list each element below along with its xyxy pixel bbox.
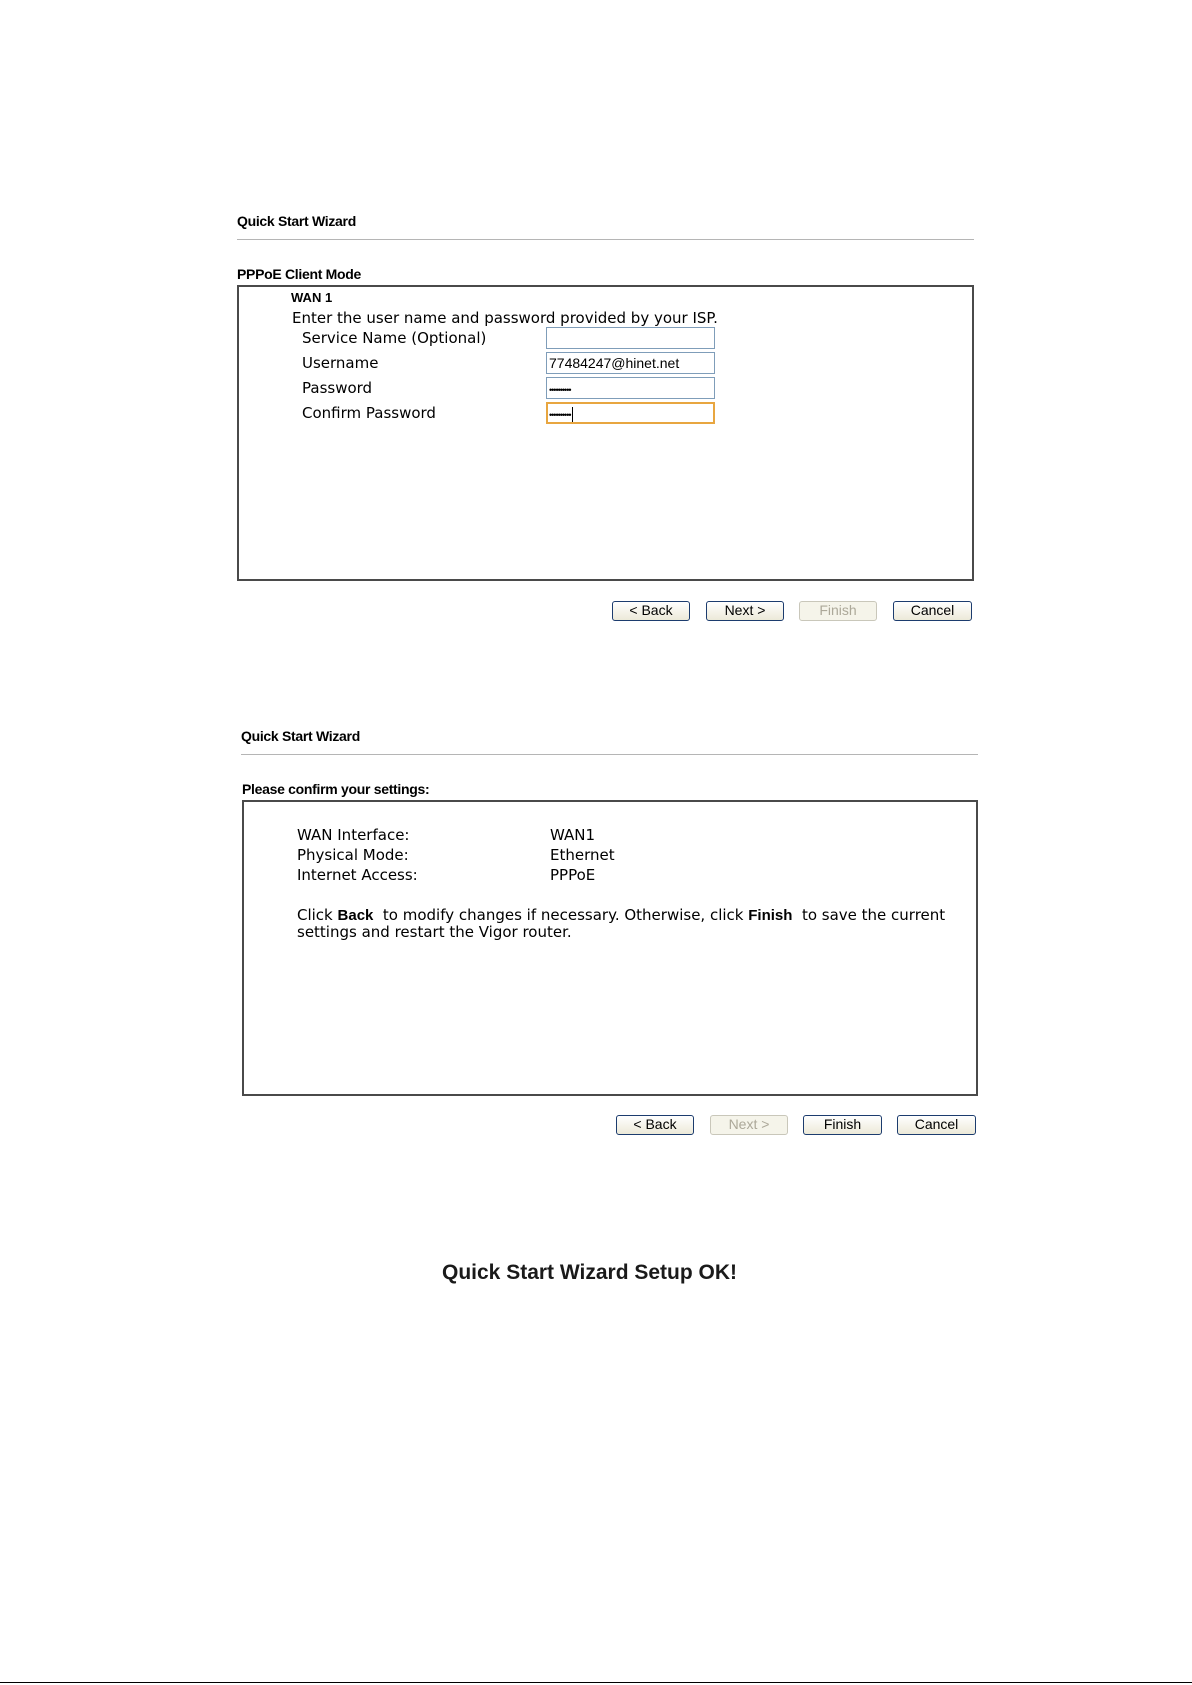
page-title: Quick Start Wizard bbox=[237, 213, 356, 229]
confirm-note-line2: settings and restart the Vigor router. bbox=[297, 923, 572, 941]
pppoe-settings-panel bbox=[237, 285, 974, 581]
confirm-password-mask: •••••••••• bbox=[549, 410, 571, 420]
title-divider bbox=[241, 754, 978, 755]
username-label: Username bbox=[302, 354, 379, 372]
note-text: to save the current bbox=[792, 906, 946, 924]
wan-interface-value: WAN1 bbox=[550, 826, 596, 844]
note-text: Click bbox=[297, 906, 338, 924]
setup-ok-message: Quick Start Wizard Setup OK! bbox=[442, 1261, 738, 1284]
password-label: Password bbox=[302, 379, 373, 397]
confirm-password-label: Confirm Password bbox=[302, 404, 436, 422]
wan-interface-label: WAN Interface: bbox=[297, 826, 410, 844]
wan-label: WAN 1 bbox=[291, 290, 333, 305]
note-text: to modify changes if necessary. Otherwise, click bbox=[373, 906, 749, 924]
back-button[interactable]: < Back bbox=[616, 1115, 694, 1135]
internet-access-label: Internet Access: bbox=[297, 866, 418, 884]
service-name-input[interactable] bbox=[546, 327, 715, 349]
password-input[interactable] bbox=[546, 377, 715, 399]
note-back-keyword: Back bbox=[337, 907, 374, 924]
title-divider bbox=[237, 239, 974, 240]
finish-button[interactable]: Finish bbox=[803, 1115, 882, 1135]
physical-mode-label: Physical Mode: bbox=[297, 846, 409, 864]
section-title: PPPoE Client Mode bbox=[237, 266, 362, 282]
confirm-settings-panel bbox=[242, 800, 978, 1096]
physical-mode-value: Ethernet bbox=[550, 846, 615, 864]
instruction-text: Enter the user name and password provided by your ISP. bbox=[292, 309, 718, 327]
cancel-button[interactable]: Cancel bbox=[893, 601, 972, 621]
username-input[interactable]: 77484247@hinet.net bbox=[546, 352, 715, 374]
finish-button[interactable]: Finish bbox=[799, 601, 877, 621]
section-title: Please confirm your settings: bbox=[242, 781, 430, 797]
internet-access-value: PPPoE bbox=[550, 866, 596, 884]
page-title: Quick Start Wizard bbox=[241, 728, 360, 744]
back-button[interactable]: < Back bbox=[612, 601, 690, 621]
next-button[interactable]: Next > bbox=[706, 601, 784, 621]
next-button[interactable]: Next > bbox=[710, 1115, 788, 1135]
password-mask: •••••••••• bbox=[549, 385, 571, 395]
cancel-button[interactable]: Cancel bbox=[897, 1115, 976, 1135]
text-caret bbox=[572, 407, 573, 422]
service-name-label: Service Name (Optional) bbox=[302, 329, 487, 347]
page-bottom-rule bbox=[0, 1682, 1192, 1683]
note-finish-keyword: Finish bbox=[748, 907, 793, 924]
confirm-password-input[interactable] bbox=[546, 402, 715, 424]
